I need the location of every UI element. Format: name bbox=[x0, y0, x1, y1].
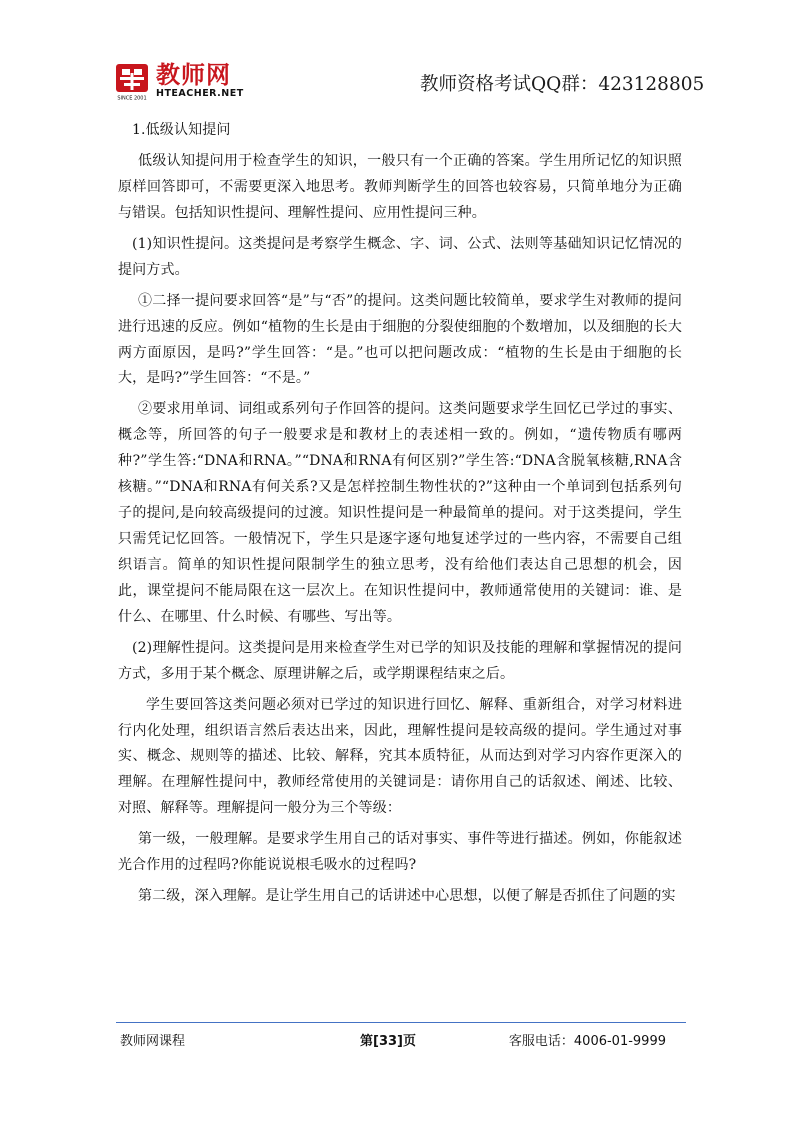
document-body bbox=[118, 118, 682, 910]
logo-domain: HTEACHER.NET bbox=[156, 88, 244, 99]
page-number: 第[33]页 bbox=[360, 1034, 416, 1049]
paragraph: (1)知识性提问。这类提问是考察学生概念、字、词、公式、法则等基础知识记忆情况的提问方式。 bbox=[118, 235, 682, 278]
logo-emblem-icon bbox=[114, 62, 150, 102]
logo-brand-name: 教师网 bbox=[156, 61, 231, 89]
paragraph: 第二级，深入理解。是让学生用自己的话讲述中心思想，以便了解是否抓住了问题的实 bbox=[138, 888, 676, 905]
page-footer bbox=[120, 1030, 666, 1052]
section-heading: 1.低级认知提问 bbox=[132, 122, 231, 138]
paragraph: 学生要回答这类问题必须对已学过的知识进行回忆、解释、重新组合，对学习材料进行内化处理，组织语言然后表达出来，因此，理解性提问是较高级的提问。学生通过对事实、概念、规则等的描述、比较、解释，究其本质特征，从而达到对学习内容作更深入的理解。在理解性提问中，教师经常使用的关键词是：请你用自己的话叙述、阐述、比较、对照、解释等。理解提问一般分为三个等级： bbox=[118, 696, 682, 817]
page-header bbox=[0, 0, 800, 110]
logo-text bbox=[156, 62, 244, 100]
paragraph: ②要求用单词、词组或系列句子作回答的提问。这类问题要求学生回忆已学过的事实、概念等，所回答的句子一般要求是和教材上的表述相一致的。例如，“遗传物质有哪两种?”学生答:“DNA和RNA。”“DNA和RNA有何区别?”学生答:“DNA含脱氧核糖,RNA含核糖。”“DNA和RNA有何关系?又是怎样控制生物性状的?”这种由一个单词到包括系列句子的提问,是向较高级提问的过渡。知识性提问是一种最简单的提问。对于这类提问，学生只需凭记忆回答。一般情况下，学生只是逐字逐句地复述学过的一些内容，不需要自己组织语言。简单的知识性提问限制学生的独立思考，没有给他们表达自己思想的机会，因此，课堂提问不能局限在这一层次上。在知识性提问中，教师通常使用的关键词：谁、是什么、在哪里、什么时候、有哪些、写出等。 bbox=[118, 401, 682, 625]
hteacher-logo[interactable] bbox=[114, 62, 244, 102]
paragraph: 第一级，一般理解。是要求学生用自己的话对事实、事件等进行描述。例如，你能叙述光合作用的过程吗?你能说说根毛吸水的过程吗? bbox=[118, 831, 682, 874]
paragraph: ①二择一提问要求回答“是”与“否”的提问。这类问题比较简单，要求学生对教师的提问进行迅速的反应。例如“植物的生长是由于细胞的分裂使细胞的个数增加，以及细胞的长大两方面原因，是吗?”学生回答：“是。”也可以把问题改成：“植物的生长是由于细胞的长大，是吗?”学生回答：“不是。” bbox=[118, 292, 682, 387]
logo-since-text: SINCE 2001 bbox=[117, 95, 147, 102]
footer-divider bbox=[116, 1022, 686, 1023]
footer-course-label: 教师网课程 bbox=[120, 1034, 186, 1049]
paragraph: (2)理解性提问。这类提问是用来检查学生对已学的知识及技能的理解和掌握情况的提问方式，多用于某个概念、原理讲解之后，或学期课程结束之后。 bbox=[118, 639, 682, 682]
service-phone: 客服电话：4006-01-9999 bbox=[508, 1034, 666, 1049]
paragraph: 低级认知提问用于检查学生的知识，一般只有一个正确的答案。学生用所记忆的知识照原样回答即可，不需要更深入地思考。教师判断学生的回答也较容易，只简单地分为正确与错误。包括知识性提问、理解性提问、应用性提问三种。 bbox=[118, 153, 682, 221]
qq-group-info: 教师资格考试QQ群：423128805 bbox=[420, 74, 705, 95]
